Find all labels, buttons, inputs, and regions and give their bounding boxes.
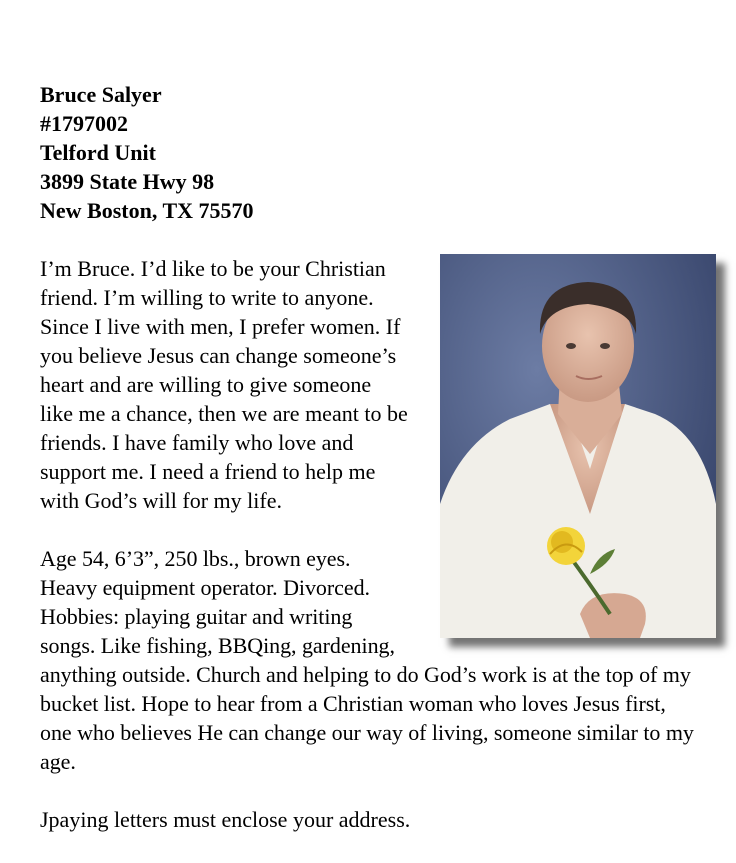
inmate-name: Bruce Salyer [40, 82, 162, 107]
inmate-id: #1797002 [40, 111, 128, 136]
profile-text [40, 80, 700, 863]
address-block [40, 80, 700, 225]
unit-name: Telford Unit [40, 140, 156, 165]
profile-photo [440, 254, 716, 638]
bio-paragraph-2: Age 54, 6’3”, 250 lbs., brown eyes. Heavy equipment operator. Divorced. Hobbies: playing guitar and writing songs. Like fishing, BBQing, gardening, anything outside. Church and helping to do God’s work is at the top of my bucket list. Hope to hear from a Christian woman who loves Jesus first, one who believes He can change our way of living, someone similar to my age. [40, 546, 694, 774]
street-address: 3899 State Hwy 98 [40, 169, 215, 194]
bio-paragraph-1: I’m Bruce. I’d like to be your Christian friend. I’m willing to write to anyone. Since I live with men, I prefer women. If you believe Jesus can change someone’s heart and are willing to give someone like me a chance, then we are meant to be friends. I have family who love and support me. I need a friend to help me with God’s will for my life. [40, 256, 408, 513]
city-state-zip: New Boston, TX 75570 [40, 198, 254, 223]
photo-container [424, 254, 716, 654]
address-note: Jpaying letters must enclose your address. [40, 807, 411, 832]
